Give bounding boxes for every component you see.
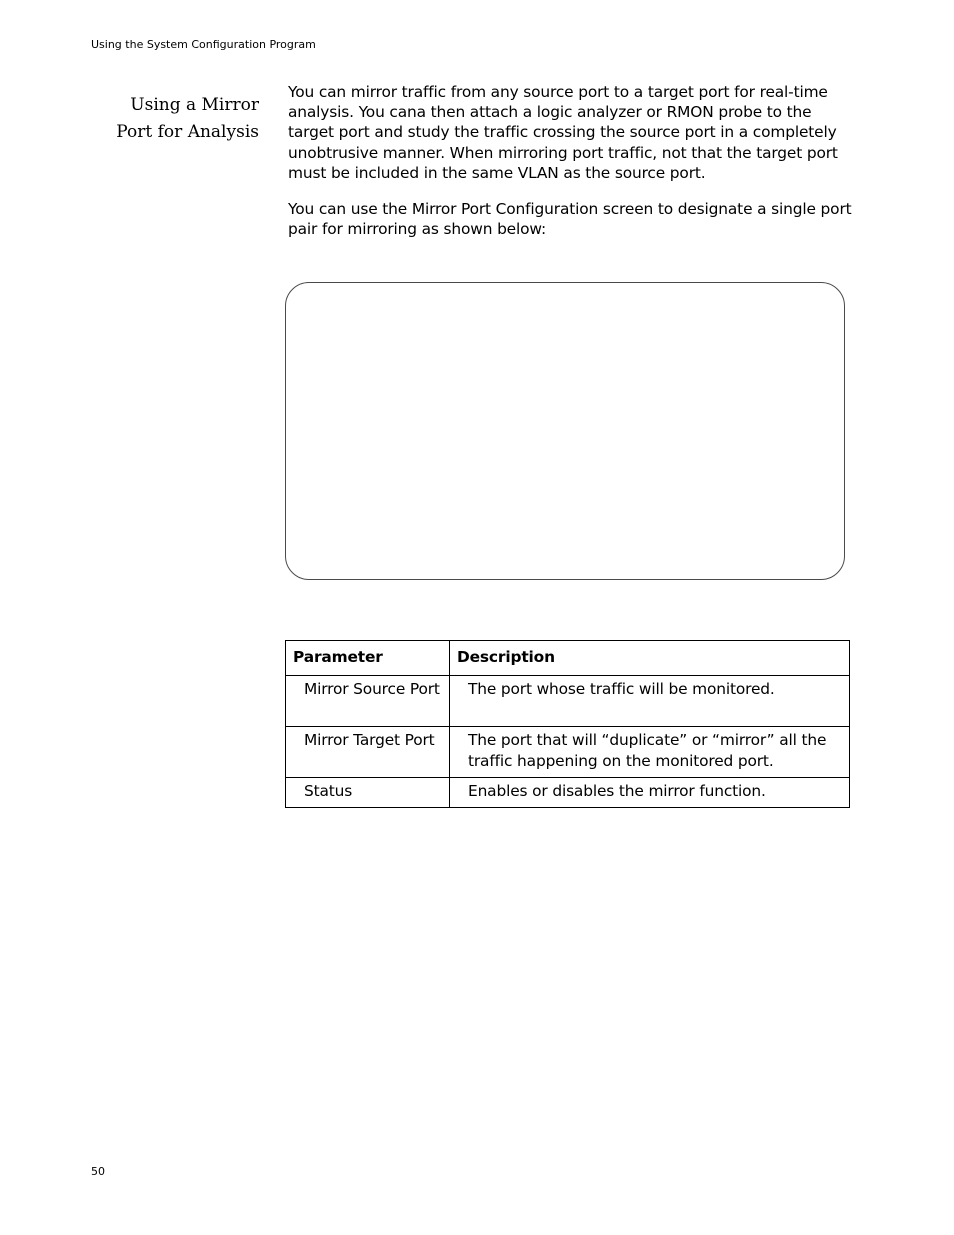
screen-intro-paragraph: You can use the Mirror Port Configuration screen to designate a single port pair for mirroring as shown below:	[288, 200, 852, 239]
column-header-description: Description	[450, 641, 850, 676]
description-cell: The port that will “duplicate” or “mirror” all the traffic happening on the monitored port.	[450, 727, 850, 778]
parameter-table	[285, 640, 850, 808]
section-heading	[60, 92, 259, 146]
section-heading-line-1: Using a Mirror	[130, 95, 259, 116]
description-cell: The port whose traffic will be monitored.	[450, 676, 850, 727]
running-header: Using the System Configuration Program	[91, 38, 316, 51]
page-number: 50	[91, 1165, 105, 1178]
table-header-row	[286, 641, 850, 676]
description-cell: Enables or disables the mirror function.	[450, 778, 850, 808]
section-heading-line-2: Port for Analysis	[116, 122, 259, 143]
parameter-cell: Status	[286, 778, 450, 808]
table-row	[286, 778, 850, 808]
parameter-cell: Mirror Target Port	[286, 727, 450, 778]
intro-paragraph: You can mirror traffic from any source port to a target port for real-time analysis. You cana then attach a logic analyzer or RMON probe to the target port and study the traffic crossing the source port in a completely unobtrusive manner. When mirroring port traffic, not that the target port must be included in the same VLAN as the source port.	[288, 83, 838, 182]
column-header-parameter: Parameter	[286, 641, 450, 676]
screen-capture-frame	[285, 282, 845, 580]
table-row	[286, 676, 850, 727]
parameter-cell: Mirror Source Port	[286, 676, 450, 727]
table-row	[286, 727, 850, 778]
